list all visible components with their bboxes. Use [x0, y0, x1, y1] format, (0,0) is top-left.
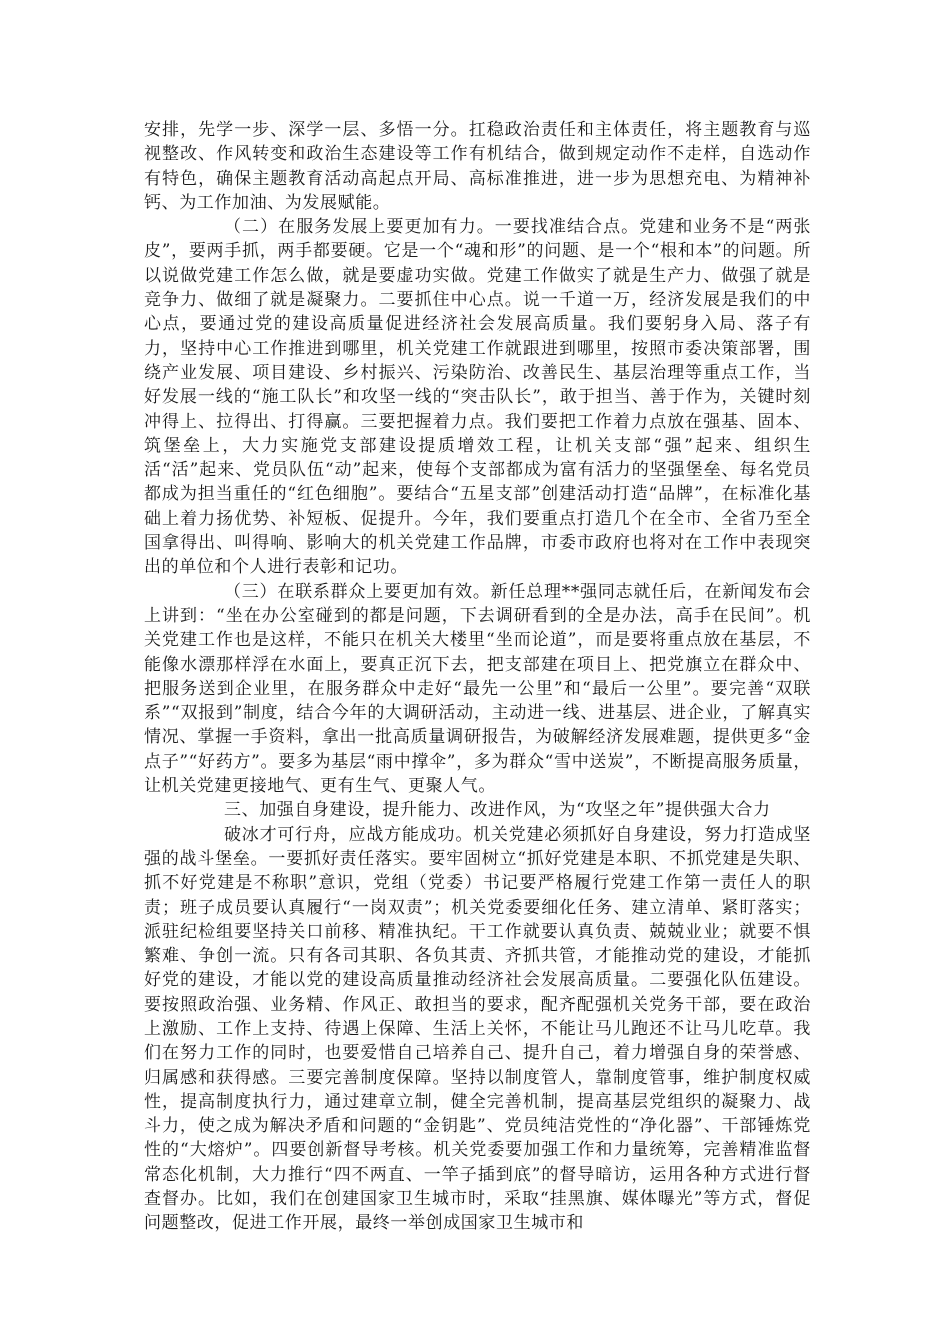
paragraph-self-building: 破冰才可行舟，应战方能成功。机关党建必须抓好自身建设，努力打造成坚强的战斗堡垒。一要抓好责任落实。要牢固树立“抓好党建是本职、不抓党建是失职、抓不好党建是不称职”意识，党组（党委）书记要严格履行党建工作第一责任人的职责；班子成员要认真履行“一岗双责”；机关党委要细化任务、建立清单、紧盯落实；派驻纪检组要坚持关口前移、精准执纪。干工作就要认真负责、兢兢业业；就要不惧繁难、争创一流。只有各司其职、各负其责、齐抓共管，才能推动党的建设，才能抓好党的建设，才能以党的建设高质量推动经济社会发展高质量。二要强化队伍建设。要按照政治强、业务精、作风正、敢担当的要求，配齐配强机关党务干部，要在政治上激励、工作上支持、待遇上保障、生活上关怀，不能让马儿跑还不让马儿吃草。我们在努力工作的同时，也要爱惜自己培养自己、提升自己，着力增强自身的荣誉感、归属感和获得感。三要完善制度保障。坚持以制度管人，靠制度管事，维护制度权威性，提高制度执行力，通过建章立制，健全完善机制，提高基层党组织的凝聚力、战斗力，使之成为解决矛盾和问题的“金钥匙”、党员纯洁党性的“净化器”、干部锤炼党性的“大熔炉”。四要创新督导考核。机关党委要加强工作和力量统筹，完善精准监督常态化机制，大力推行“四不两直、一竿子插到底”的督导暗访，运用各种方式进行督查督办。比如，我们在创建国家卫生城市时，采取“挂黑旗、媒体曝光”等方式，督促问题整改，促进工作开展，最终一举创成国家卫生城市和	[144, 824, 811, 1234]
paragraph-contact-masses: （三）在联系群众上要更加有效。新任总理**强同志就任后，在新闻发布会上讲到：“坐在办公室碰到的都是问题，下去调研看到的全是办法，高手在民间”。机关党建工作也是这样，不能只在机关大楼里“坐而论道”，而是要将重点放在基层，不能像水漂那样浮在水面上，要真正沉下去，把支部建在项目上、把党旗立在群众中、把服务送到企业里，在服务群众中走好“最先一公里”和“最后一公里”。要完善“双联系”“双报到”制度，结合今年的大调研活动，主动进一线、进基层、进企业，了解真实情况、掌握一手资料，拿出一批高质量调研报告，为破解经济发展难题，提供更多“金点子”“好药方”。要多为基层“雨中撑伞”，多为群众“雪中送炭”，不断提高服务质量，让机关党建更接地气、更有生气、更聚人气。	[144, 581, 811, 797]
section-heading-three: 三、加强自身建设，提升能力、改进作风，为“攻坚之年”提供强大合力	[224, 800, 771, 821]
paragraph-continuation: 安排，先学一步、深学一层、多悟一分。扛稳政治责任和主体责任，将主题教育与巡视整改、作风转变和政治生态建设等工作有机结合，做到规定动作不走样，自选动作有特色，确保主题教育活动高起点开局、高标准推进，进一步为思想充电、为精神补钙、为工作加油、为发展赋能。	[144, 120, 811, 213]
paragraph-service-development: （二）在服务发展上要更加有力。一要找准结合点。党建和业务不是“两张皮”，要两手抓，两手都要硬。它是一个“魂和形”的问题、是一个“根和本”的问题。所以说做党建工作怎么做，就是要虚功实做。党建工作做实了就是生产力、做强了就是竞争力、做细了就是凝聚力。二要抓住中心点。说一千道一万，经济发展是我们的中心点，要通过党的建设高质量促进经济社会发展高质量。我们要躬身入局、落子有力，坚持中心工作推进到哪里，机关党建工作就跟进到哪里，按照市委决策部署，围绕产业发展、项目建设、乡村振兴、污染防治、改善民生、基层治理等重点工作，当好发展一线的“施工队长”和攻坚一线的“突击队长”，敢于担当、善于作为，关键时刻冲得上、拉得出、打得赢。三要把握着力点。我们要把工作着力点放在强基、固本、筑堡垒上，大力实施党支部建设提质增效工程，让机关支部“强”起来、组织生活“活”起来、党员队伍“动”起来，使每个支部都成为富有活力的坚强堡垒、每名党员都成为担当重任的“红色细胞”。要结合“五星支部”创建活动打造“品牌”，在标准化基础上着力扬优势、补短板、促提升。今年，我们要重点打造几个在全市、全省乃至全国拿得出、叫得响、影响大的机关党建工作品牌，市委市政府也将对在工作中表现突出的单位和个人进行表彰和记功。	[144, 217, 811, 578]
document-body	[144, 118, 811, 1236]
